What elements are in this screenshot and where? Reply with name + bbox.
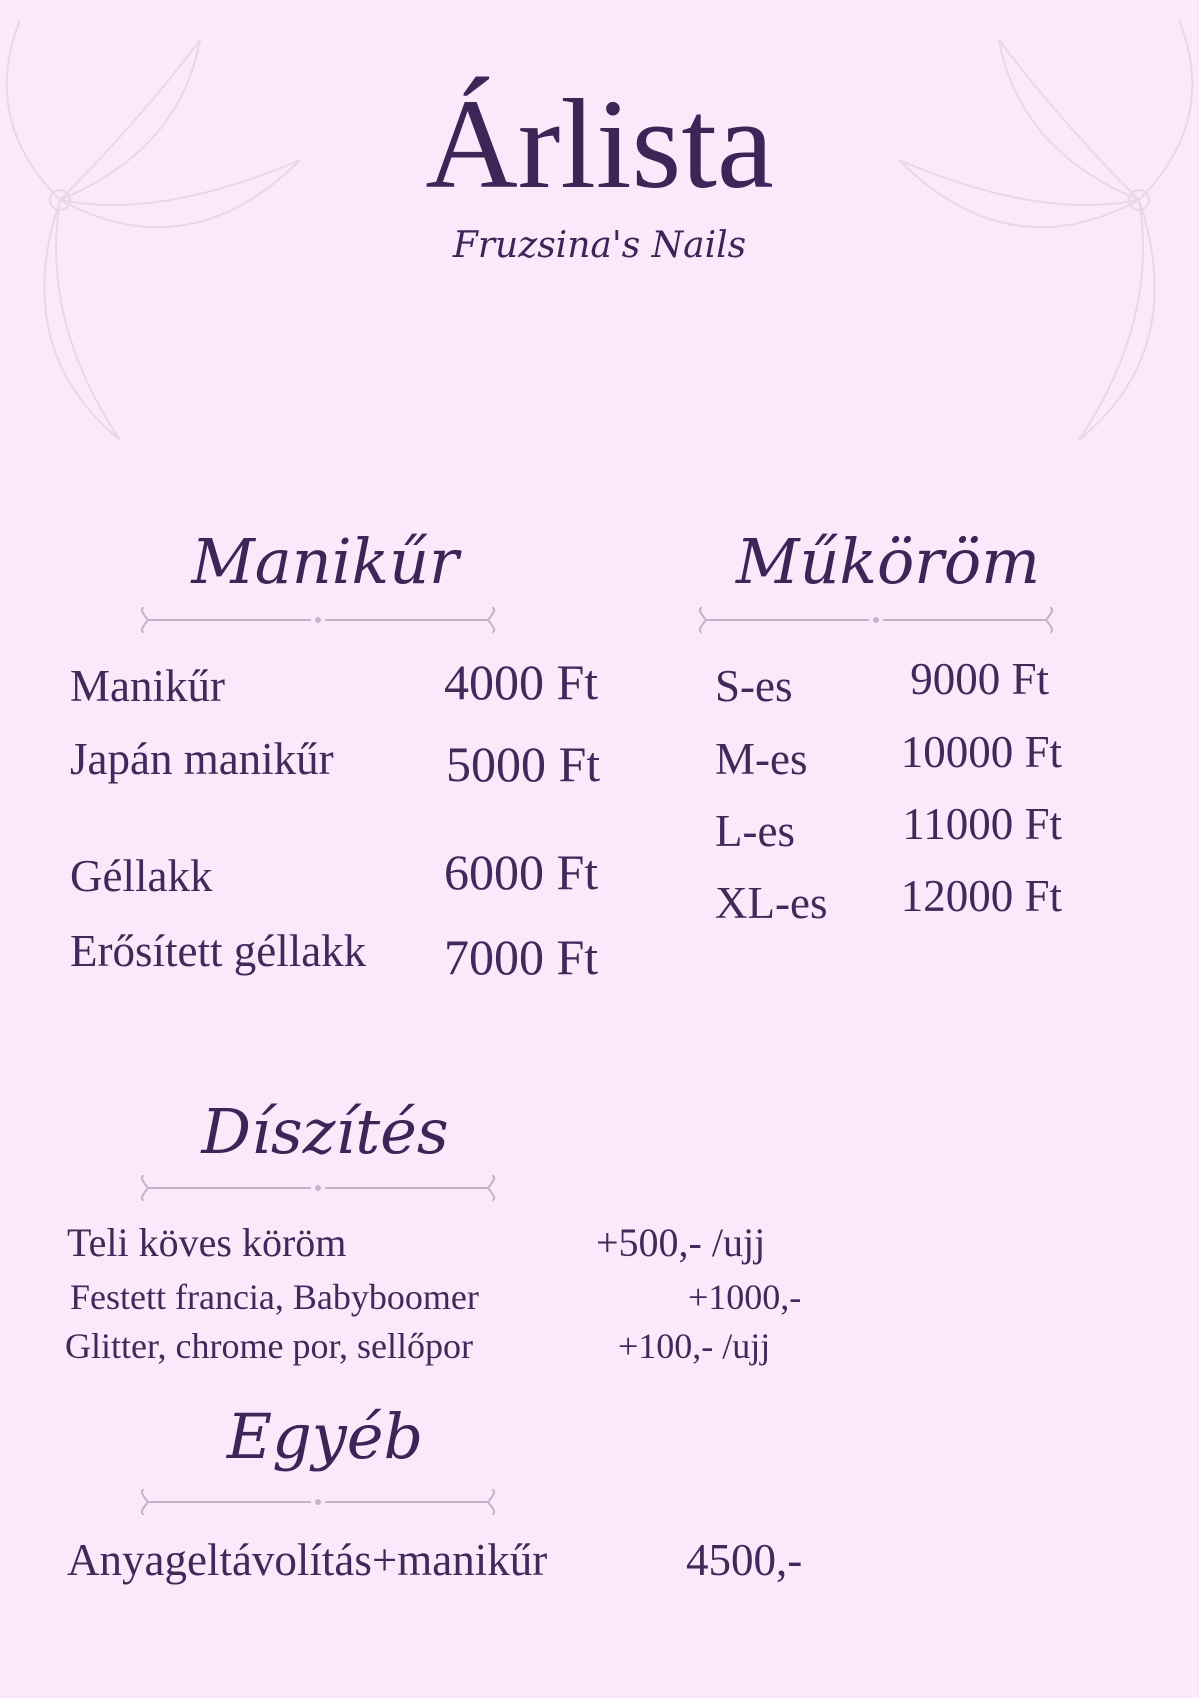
item-price: +1000,- [688, 1277, 802, 1317]
item-price: 4000 Ft [444, 654, 599, 710]
item-price: 11000 Ft [902, 799, 1062, 849]
page-title: Árlista [425, 73, 774, 215]
ornament-divider [128, 1487, 509, 1517]
item-price: +500,- /ujj [596, 1220, 766, 1265]
item-label: M-es [715, 734, 808, 784]
item-label: Erősített géllakk [70, 926, 367, 976]
item-price: 10000 Ft [900, 727, 1062, 777]
section-heading-egyeb: Egyéb [226, 1400, 424, 1473]
section-heading-diszites: Díszítés [201, 1095, 449, 1168]
section-heading-manikur: Manikűr [191, 525, 459, 598]
item-price: 7000 Ft [444, 929, 599, 985]
item-price: 9000 Ft [910, 654, 1049, 704]
item-label: Géllakk [70, 851, 213, 901]
item-price: 6000 Ft [444, 844, 599, 900]
item-price: 4500,- [686, 1535, 803, 1585]
item-price: +100,- /ujj [618, 1326, 771, 1366]
item-label: XL-es [715, 878, 828, 928]
ornament-divider [128, 1173, 509, 1203]
section-heading-mukorom: Műköröm [735, 525, 1041, 598]
item-price: 12000 Ft [900, 871, 1062, 921]
ornament-divider [128, 605, 509, 635]
item-label: Manikűr [70, 661, 225, 711]
brand-subtitle: Fruzsina's Nails [452, 225, 747, 266]
item-price: 5000 Ft [446, 736, 601, 792]
ornament-divider [686, 605, 1067, 635]
item-label: Festett francia, Babyboomer [70, 1277, 479, 1317]
item-label: L-es [715, 806, 795, 856]
item-label: Teli köves köröm [67, 1220, 347, 1265]
item-label: S-es [715, 661, 793, 711]
item-label: Glitter, chrome por, sellőpor [65, 1326, 474, 1366]
item-label: Anyageltávolítás+manikűr [67, 1535, 548, 1585]
item-label: Japán manikűr [70, 734, 334, 784]
